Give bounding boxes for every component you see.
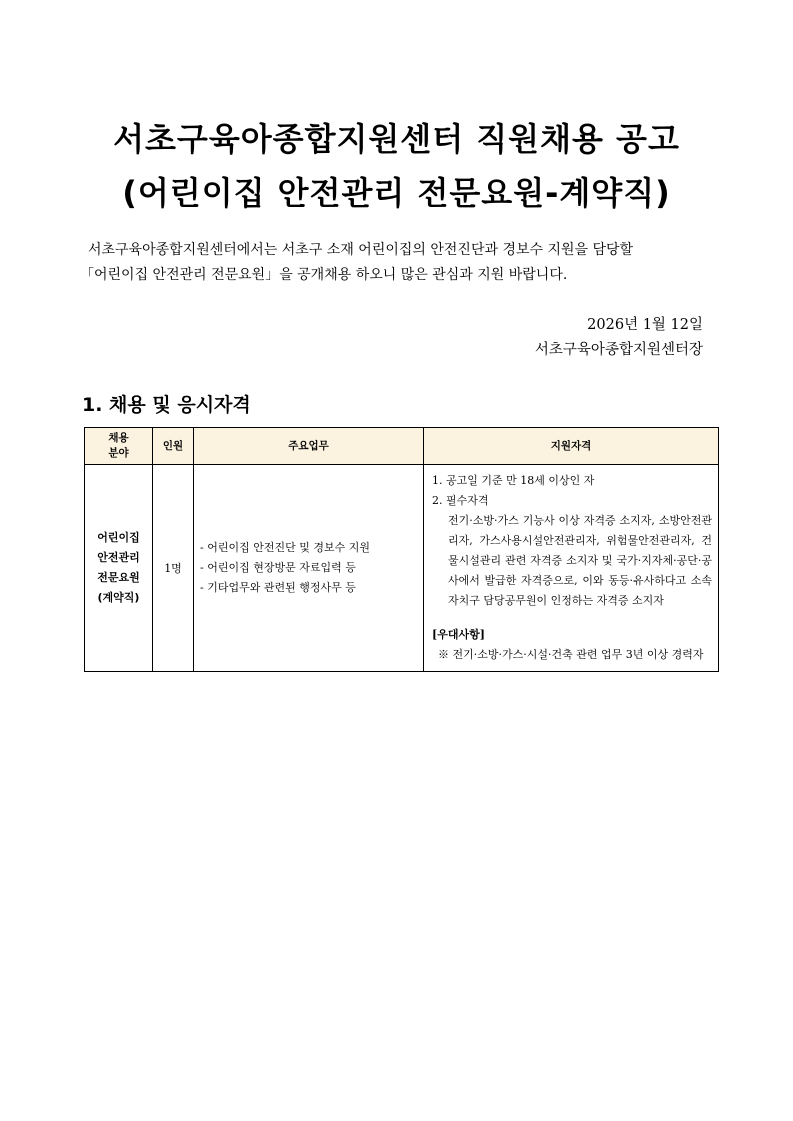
page-title: 서초구육아종합지원센터 직원채용 공고 (113, 120, 680, 158)
table-header-row (85, 428, 719, 465)
table-row (85, 465, 719, 672)
cell-qualifications (424, 465, 719, 672)
duty-item: - 어린이집 현장방문 자료입력 등 (200, 561, 356, 574)
field-line: 전문요원 (97, 571, 140, 584)
duty-item: - 기타업무와 관련된 행정사무 등 (200, 581, 356, 594)
cell-count: 1명 (153, 465, 194, 672)
section-heading-1: 1. 채용 및 응시자격 (82, 394, 251, 416)
header-qualifications: 지원자격 (424, 428, 719, 465)
cell-duties (194, 465, 424, 672)
qualification-required-heading: 2. 필수자격 (432, 494, 489, 507)
duty-item: - 어린이집 안전진단 및 경보수 지원 (200, 541, 370, 554)
qualification-age: 1. 공고일 기준 만 18세 이상인 자 (432, 474, 595, 487)
preference-heading: [우대사항] (432, 628, 485, 641)
recruitment-table (84, 427, 719, 672)
field-line: 어린이집 (97, 531, 140, 544)
field-line: (계약직) (97, 591, 140, 604)
page-subtitle: (어린이집 안전관리 전문요원-계약직) (122, 174, 671, 212)
announcement-signer: 서초구육아종합지원센터장 (534, 342, 703, 358)
cell-field (85, 465, 153, 672)
header-field (85, 428, 153, 465)
preference-item: ※ 전기·소방·가스·시설·건축 관련 업무 3년 이상 경력자 (438, 648, 704, 661)
announcement-date: 2026년 1월 12일 (587, 317, 703, 333)
header-duties: 주요업무 (194, 428, 424, 465)
header-field-line1: 채용 (108, 432, 129, 444)
header-field-line2: 분야 (108, 447, 129, 459)
intro-text-line-2: 「어린이집 안전관리 전문요원」을 공개채용 하오니 많은 관심과 지원 바랍니다. (80, 267, 568, 283)
field-line: 안전관리 (97, 551, 140, 564)
qualification-required-detail: 전기·소방·가스 기능사 이상 자격증 소지자, 소방안전관리자, 가스사용시설안전관리자, 위험물안전관리자, 건물시설관리 관련 자격증 소지자 및 국가·지자체·공단·공사에서 발급한 자격증으로, 이와 동등·유사하다고 소속 자치구 담당공무원이 인정하는 자격증 소지자 (448, 514, 712, 607)
header-count: 인원 (153, 428, 194, 465)
intro-text-line-1: 서초구육아종합지원센터에서는 서초구 소재 어린이집의 안전진단과 경보수 지원을 담당할 (88, 242, 634, 258)
